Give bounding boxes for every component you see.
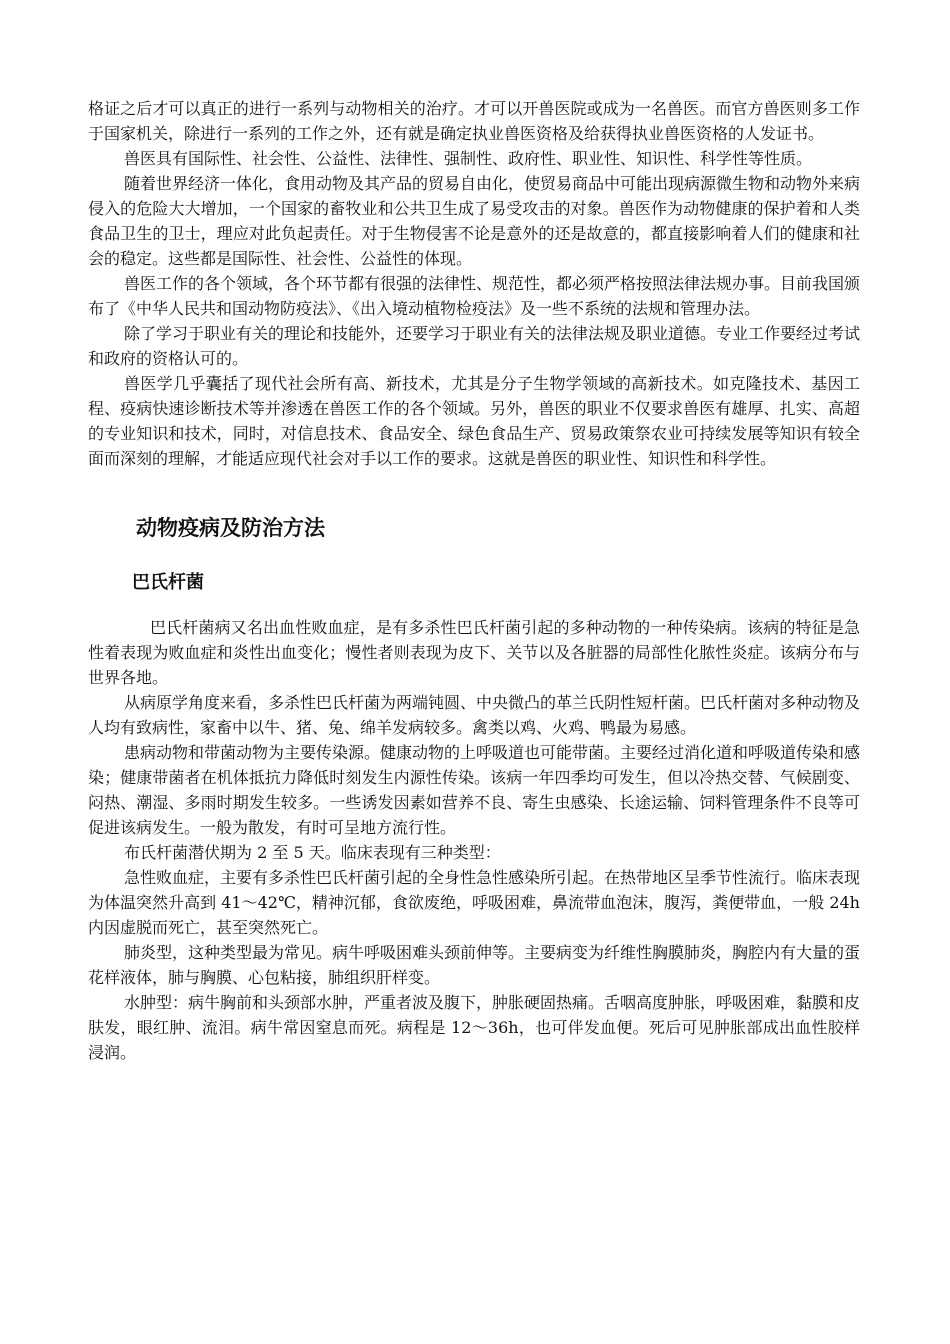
spacer bbox=[88, 543, 860, 570]
section-heading: 动物疫病及防治方法 bbox=[136, 516, 325, 540]
spacer bbox=[88, 596, 860, 615]
spacer bbox=[88, 471, 860, 513]
pasteurella-paragraph-6: 肺炎型，这种类型最为常见。病牛呼吸困难头颈前伸等。主要病变为纤维性胸膜肺炎，胸腔内有大量的蛋花样液体，肺与胸膜、心包粘接，肺组织肝样变。 bbox=[88, 943, 861, 987]
intro-paragraph-6: 兽医学几乎囊括了现代社会所有高、新技术，尤其是分子生物学领域的高新技术。如克隆技术、基因工程、疫病快速诊断技术等并渗透在兽医工作的各个领域。另外，兽医的职业不仅要求兽医有雄厚、扎实、高超的专业知识和技术，同时，对信息技术、食品安全、绿色食品生产、贸易政策祭农业可持续发展等知识有较全面而深刻的理解，才能适应现代社会对手以工作的要求。这就是兽医的职业性、知识性和科学性。 bbox=[88, 374, 860, 468]
pasteurella-paragraph-1: 巴氏杆菌病又名出血性败血症，是有多杀性巴氏杆菌引起的多种动物的一种传染病。该病的特征是急性着表现为败血症和炎性出血变化；慢性者则表现为皮下、关节以及各脏器的局部性化脓性炎症。该病分布与世界各地。 bbox=[88, 618, 860, 687]
intro-paragraph-5: 除了学习于职业有关的理论和技能外，还要学习于职业有关的法律法规及职业道德。专业工作要经过考试和政府的资格认可的。 bbox=[88, 324, 861, 368]
intro-paragraph-4: 兽医工作的各个领域，各个环节都有很强的法律性、规范性，都必须严格按照法律法规办事。目前我国颁布了《中华人民共和国动物防疫法》、《出入境动植物检疫法》及一些不系统的法规和管理办法。 bbox=[88, 274, 861, 318]
pasteurella-paragraph-2: 从病原学角度来看，多杀性巴氏杆菌为两端钝圆、中央微凸的革兰氏阴性短杆菌。巴氏杆菌对多种动物及人均有致病性，家畜中以牛、猪、兔、绵羊发病较多。禽类以鸡、火鸡、鸭最为易感。 bbox=[88, 693, 861, 737]
pasteurella-paragraph-3: 患病动物和带菌动物为主要传染源。健康动物的上呼吸道也可能带菌。主要经过消化道和呼吸道传染和感染；健康带菌者在机体抵抗力降低时刻发生内源性传染。该病一年四季均可发生，但以冷热交替、气候剧变、闷热、潮湿、多雨时期发生较多。一些诱发因素如营养不良、寄生虫感染、长途运输、饲料管理条件不良等可促进该病发生。一般为散发，有时可呈地方流行性。 bbox=[88, 743, 861, 837]
pasteurella-paragraph-7: 水肿型：病牛胸前和头颈部水肿，严重者波及腹下，肿胀硬固热痛。舌咽高度肿胀，呼吸困难，黏膜和皮肤发，眼红肿、流泪。病牛常因窒息而死。病程是 12～36h，也可伴发血便。死后可见肿胀部成出血性胶样浸润。 bbox=[88, 993, 861, 1062]
pasteurella-paragraph-4: 布氏杆菌潜伏期为 2 至 5 天。临床表现有三种类型： bbox=[124, 843, 501, 862]
subsection-heading: 巴氏杆菌 bbox=[132, 572, 204, 593]
intro-paragraph-1: 格证之后才可以真正的进行一系列与动物相关的治疗。才可以开兽医院或成为一名兽医。而官方兽医则多工作于国家机关，除进行一系列的工作之外，还有就是确定执业兽医资格及给获得执业兽医资格的人发证书。 bbox=[88, 99, 860, 143]
intro-paragraph-3: 随着世界经济一体化，食用动物及其产品的贸易自由化，使贸易商品中可能出现病源微生物和动物外来病侵入的危险大大增加，一个国家的畜牧业和公共卫生成了易受攻击的对象。兽医作为动物健康的保护着和人类食品卫生的卫士，理应对此负起责任。对于生物侵害不论是意外的还是故意的，都直接影响着人们的健康和社会的稳定。这些都是国际性、社会性、公益性的体现。 bbox=[88, 174, 861, 268]
pasteurella-paragraph-5: 急性败血症，主要有多杀性巴氏杆菌引起的全身性急性感染所引起。在热带地区呈季节性流行。临床表现为体温突然升高到 41～42℃，精神沉郁，食欲废绝，呼吸困难，鼻流带血泡沫，腹泻，粪便带血，一般 24h 内因虚脱而死亡，甚至突然死亡。 bbox=[88, 868, 861, 937]
intro-paragraph-2: 兽医具有国际性、社会性、公益性、法律性、强制性、政府性、职业性、知识性、科学性等性质。 bbox=[124, 149, 813, 168]
document-body bbox=[88, 96, 860, 1065]
